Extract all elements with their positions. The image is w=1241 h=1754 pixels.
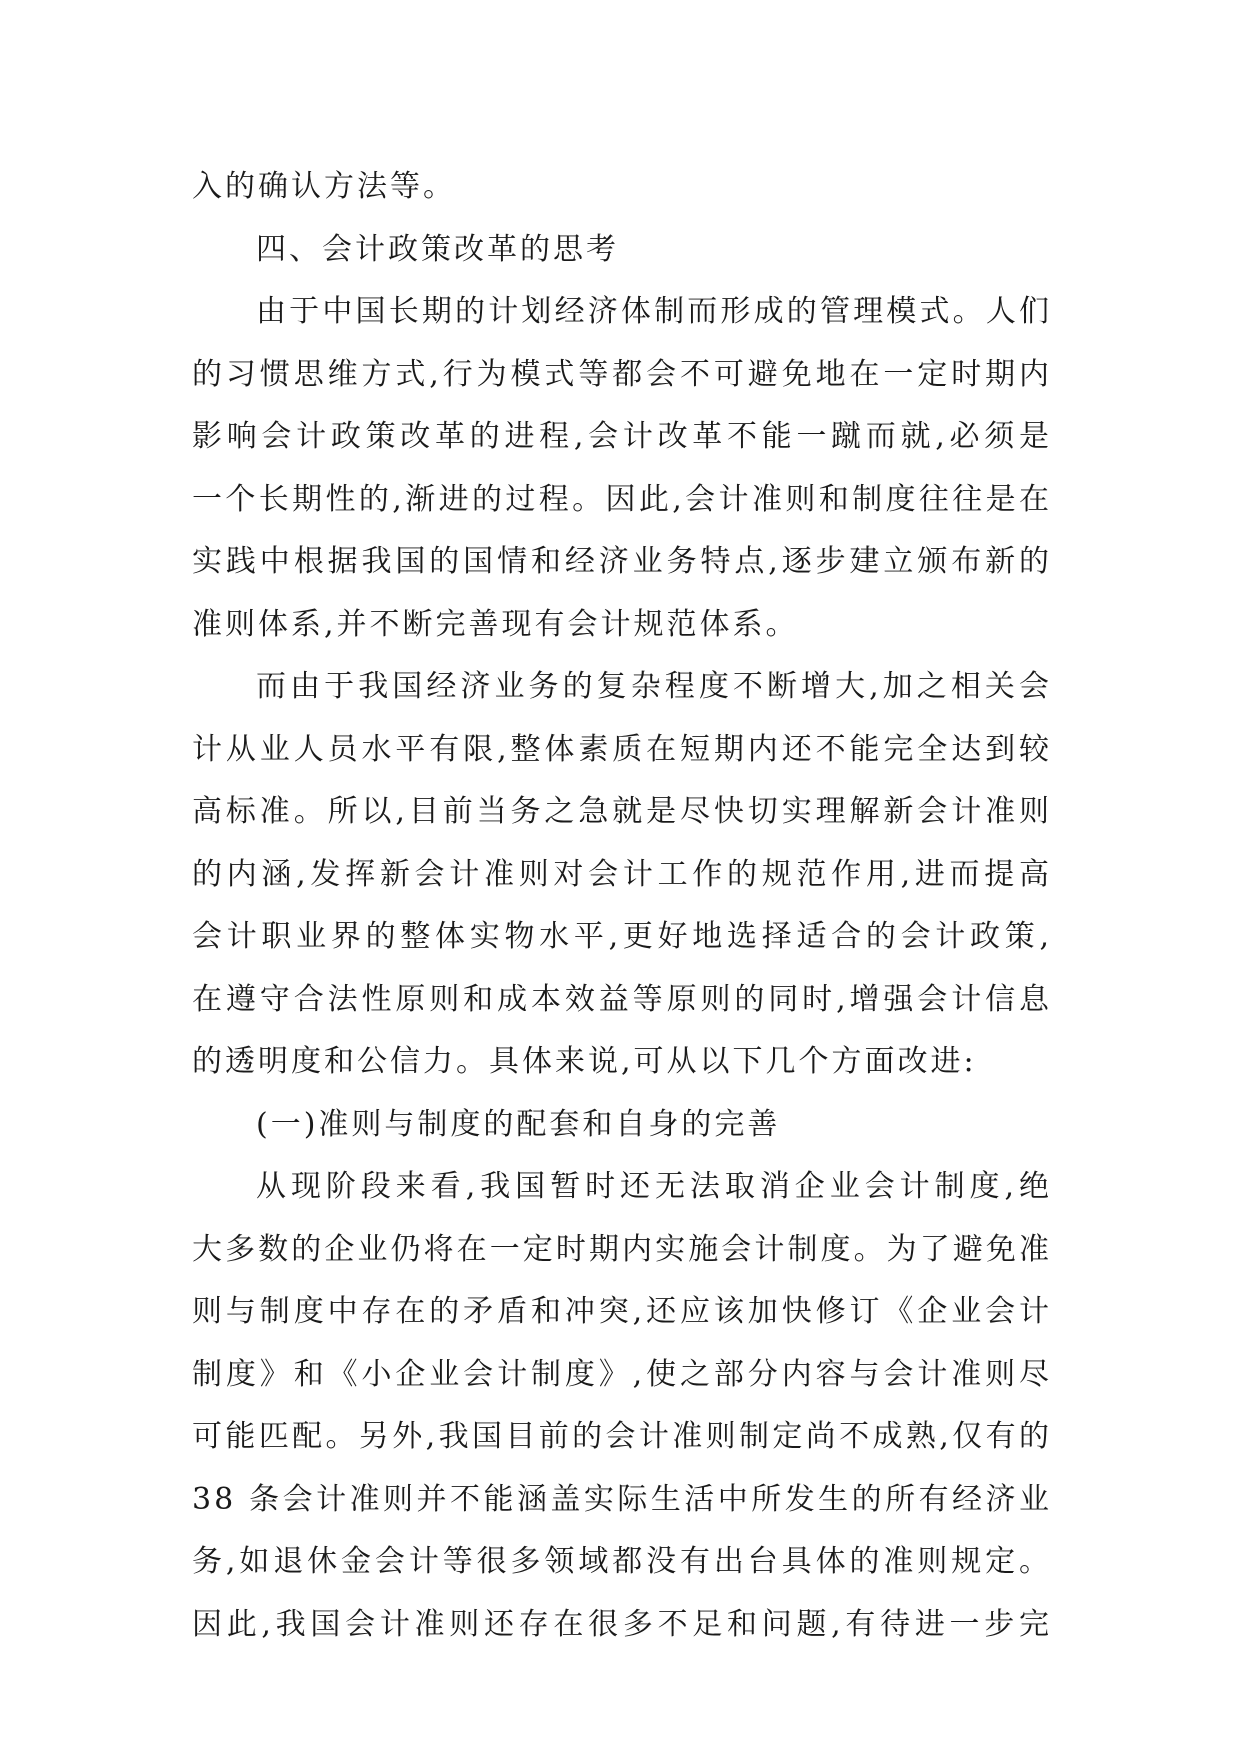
text-line: 而由于我国经济业务的复杂程度不断增大,加之相关会 <box>256 669 1052 704</box>
text-line: 大多数的企业仍将在一定时期内实施会计制度。为了避免准 <box>192 1231 1052 1267</box>
text-line: 由于中国长期的计划经济体制而形成的管理模式。人们 <box>256 294 1052 329</box>
text-line: 的内涵,发挥新会计准则对会计工作的规范作用,进而提高 <box>192 856 1052 892</box>
text-line: 高标准。所以,目前当务之急就是尽快切实理解新会计准则 <box>192 794 1052 829</box>
text-line: 在遵守合法性原则和成本效益等原则的同时,增强会计信息 <box>192 981 1052 1017</box>
body-text <box>192 156 1052 1656</box>
text-line: 因此,我国会计准则还存在很多不足和问题,有待进一步完 <box>192 1606 1052 1642</box>
text-line: 入的确认方法等。 <box>192 169 456 204</box>
text-line: 务,如退休金会计等很多领域都没有出台具体的准则规定。 <box>192 1544 1052 1579</box>
subsection-heading: (一)准则与制度的配套和自身的完善 <box>256 1106 781 1142</box>
text-line: 实践中根据我国的国情和经济业务特点,逐步建立颁布新的 <box>192 544 1052 579</box>
text-line: 则与制度中存在的矛盾和冲突,还应该加快修订《企业会计 <box>192 1294 1052 1329</box>
text-line: 从现阶段来看,我国暂时还无法取消企业会计制度,绝 <box>256 1169 1052 1204</box>
text-line: 制度》和《小企业会计制度》,使之部分内容与会计准则尽 <box>192 1356 1052 1392</box>
text-line: 一个长期性的,渐进的过程。因此,会计准则和制度往往是在 <box>192 481 1052 517</box>
text-line: 的透明度和公信力。具体来说,可从以下几个方面改进: <box>192 1044 977 1079</box>
section-heading: 四、会计政策改革的思考 <box>256 231 619 267</box>
text-line: 38 条会计准则并不能涵盖实际生活中所发生的所有经济业 <box>192 1481 1052 1517</box>
text-line: 会计职业界的整体实物水平,更好地选择适合的会计政策, <box>192 919 1052 954</box>
text-line: 计从业人员水平有限,整体素质在短期内还不能完全达到较 <box>192 731 1052 767</box>
text-line: 的习惯思维方式,行为模式等都会不可避免地在一定时期内 <box>192 356 1052 392</box>
text-line: 可能匹配。另外,我国目前的会计准则制定尚不成熟,仅有的 <box>192 1419 1052 1454</box>
text-line: 影响会计政策改革的进程,会计改革不能一蹴而就,必须是 <box>192 419 1052 454</box>
text-line: 准则体系,并不断完善现有会计规范体系。 <box>192 606 799 642</box>
